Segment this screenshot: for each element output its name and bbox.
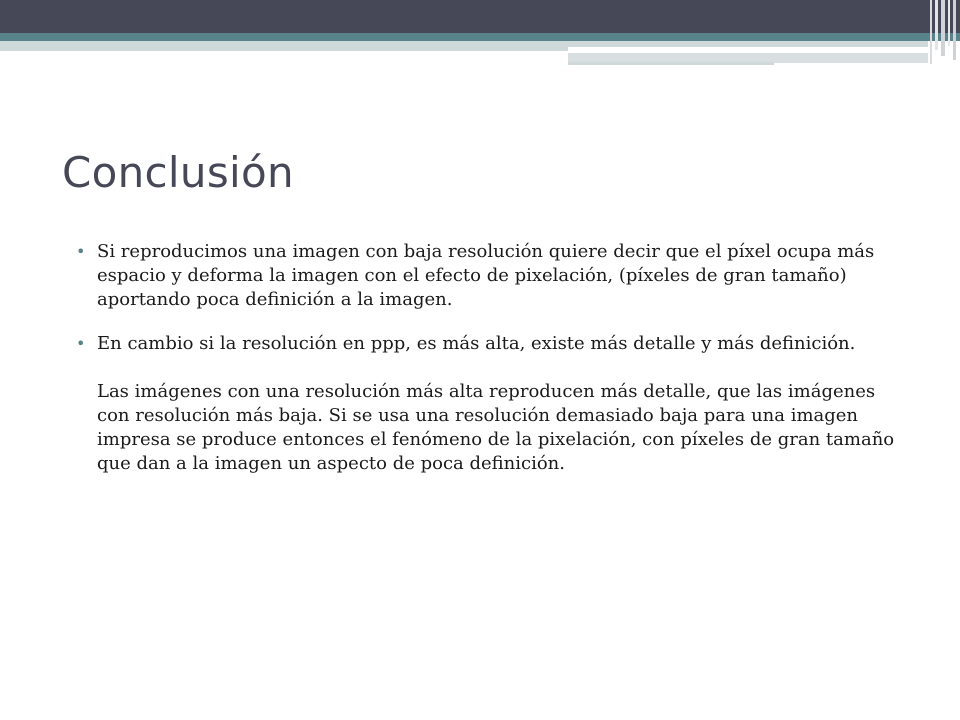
banner-light-band-right — [568, 41, 928, 47]
banner-vertical-line — [930, 0, 932, 64]
bullet-text: En cambio si la resolución en ppp, es más alta, existe más detalle y más definición. — [97, 333, 856, 354]
slide-title: Conclusión — [62, 148, 294, 197]
banner-light-band — [0, 41, 568, 51]
bullet-item — [70, 332, 910, 476]
banner-vertical-line — [935, 0, 938, 50]
banner-short-line — [568, 62, 774, 65]
bullet-icon: • — [76, 334, 86, 353]
bullet-item — [70, 240, 910, 312]
banner-white-line — [568, 49, 888, 51]
bullet-icon: • — [76, 242, 86, 261]
bullet-text-continuation: Las imágenes con una resolución más alta reproducen más detalle, que las imágenes con resolución más baja. Si se usa una resolución demasiado baja para una imagen impresa se produce entonces el fenómeno de la pixelación, con píxeles de gran tamaño que dan a la imagen un aspecto de poca definición. — [97, 381, 895, 474]
bullet-list — [70, 240, 910, 496]
bullet-text: Si reproducimos una imagen con baja resolución quiere decir que el píxel ocupa más espacio y deforma la imagen con el efecto de pixelación, (píxeles de gran tamaño) aportando poca definición a la imagen. — [97, 241, 875, 310]
banner-vertical-line — [953, 0, 956, 60]
banner-vertical-line — [948, 0, 950, 46]
banner-teal-stripe — [0, 33, 960, 41]
banner-vertical-line — [941, 0, 945, 56]
banner-dark-bar — [0, 0, 960, 34]
